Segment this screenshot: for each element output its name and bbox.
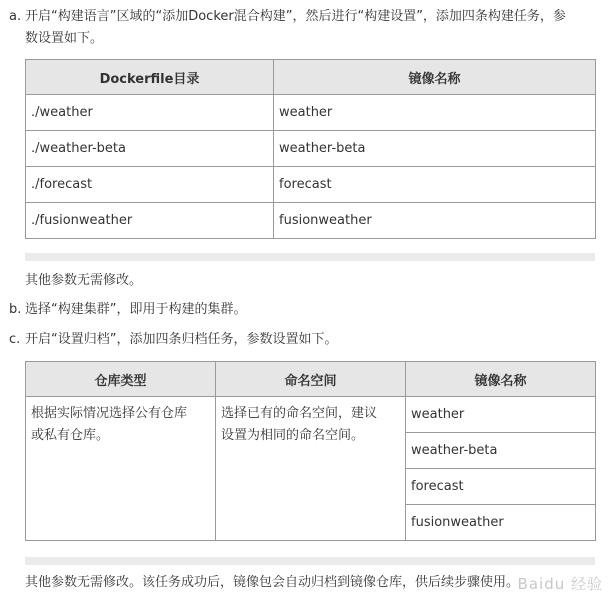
header-namespace: 命名空间 [216,362,406,397]
table-header-row [26,362,596,397]
divider-bar [25,557,595,565]
cell-image-name: weather-beta [406,433,596,469]
table-row [26,167,596,203]
repo-type-text-1: 根据实际情况选择公有仓库 [31,406,188,421]
note-1: 其他参数无需修改。 [25,273,143,288]
step-b-marker: b. [9,302,22,317]
baidu-watermark: Baidu 经验 [517,575,603,593]
step-b [9,299,246,321]
table-row [26,397,596,433]
cell-namespace [216,397,406,541]
step-c-text: 开启“设置归档”，添加四条归档任务，参数设置如下。 [25,332,338,347]
step-a-marker: a. [9,9,22,24]
step-c-marker: c. [9,332,21,347]
step-c [9,329,337,351]
build-tasks-table [25,59,596,239]
header-repo-type: 仓库类型 [26,362,216,397]
namespace-text-1: 选择已有的命名空间，建议 [221,406,378,421]
cell-image-name: weather [406,397,596,433]
cell-dockerfile-dir: ./forecast [26,167,274,203]
cell-dockerfile-dir: ./fusionweather [26,203,274,239]
note-2: 其他参数无需修改。该任务成功后，镜像包会自动归档到镜像仓库，供后续步骤使用。 [25,575,520,590]
cell-image-name: weather-beta [274,131,596,167]
table-row [26,203,596,239]
repo-type-text-2: 或私有仓库。 [31,428,110,443]
header-image-name: 镜像名称 [406,362,596,397]
cell-image-name: forecast [274,167,596,203]
header-dockerfile-dir: Dockerfile目录 [26,60,274,95]
cell-image-name: weather [274,95,596,131]
table-row [26,95,596,131]
divider-bar [25,253,595,261]
header-image-name: 镜像名称 [274,60,596,95]
cell-dockerfile-dir: ./weather [26,95,274,131]
step-b-text: 选择“构建集群”，即用于构建的集群。 [25,302,247,317]
step-a-text-2: 数设置如下。 [25,31,104,46]
cell-repo-type [26,397,216,541]
cell-image-name: forecast [406,469,596,505]
archive-tasks-table [25,361,596,541]
step-a-line1 [9,6,566,28]
table-row [26,131,596,167]
cell-image-name: fusionweather [274,203,596,239]
step-a-text-1: 开启“构建语言”区域的“添加Docker混合构建”，然后进行“构建设置”，添加四条构建任务，参 [25,9,566,24]
cell-image-name: fusionweather [406,505,596,541]
namespace-text-2: 设置为相同的命名空间。 [221,428,365,443]
table-header-row [26,60,596,95]
cell-dockerfile-dir: ./weather-beta [26,131,274,167]
